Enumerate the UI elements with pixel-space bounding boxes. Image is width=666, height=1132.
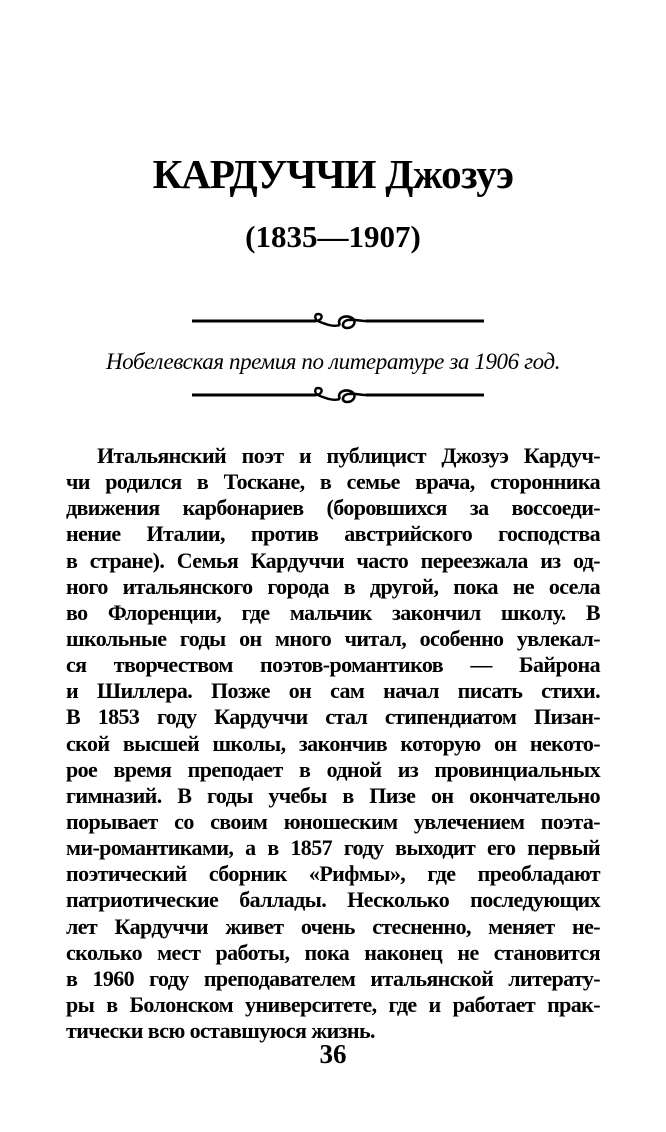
text-line: ской высшей школы, закончив которую он некото- (66, 730, 600, 756)
text-line: движения карбонариев (боровшихся за воссоеди- (66, 495, 600, 521)
text-line: Итальянский поэт и публицист Джозуэ Кардуч- (97, 443, 600, 468)
author-life-years: (1835—1907) (245, 219, 421, 254)
scroll-flourish-icon (190, 308, 486, 334)
text-line: сколько мест работы, пока наконец не становится (66, 939, 600, 965)
text-line: гимназий. В годы учебы в Пизе он окончательно (66, 782, 600, 808)
text-line: во Флоренции, где мальчик закончил школу. В (66, 599, 600, 625)
text-line: тически всю оставшуюся жизнь. (66, 1018, 375, 1044)
text-line: в 1960 году преподавателем итальянской литерату- (66, 965, 600, 991)
text-line: ся творчеством поэтов-романтиков — Байрона (66, 652, 600, 678)
chapter-title (0, 150, 666, 198)
text-line: ми-романтиками, а в 1857 году выходит его первый (66, 835, 600, 861)
text-line: порывает со своим юношеским увлечением поэта- (66, 808, 600, 834)
text-line: в стране). Семья Кардуччи часто переезжала из од- (66, 547, 600, 573)
text-line: школьные годы он много читал, особенно увлекал- (66, 625, 600, 651)
text-line: и Шиллера. Позже он сам начал писать стихи. (66, 678, 600, 704)
text-line: ры в Болонском университете, где и работает прак- (66, 991, 600, 1017)
biography-paragraph (66, 443, 600, 1044)
text-line: лет Кардуччи живет очень стесненно, меняет не- (66, 913, 600, 939)
text-line: чи родился в Тоскане, в семье врача, сторонника (66, 469, 600, 495)
author-given-name: Джозуэ (385, 151, 514, 197)
text-line: нение Италии, против австрийского господства (66, 521, 600, 547)
text-line: поэтический сборник «Рифмы», где преобладают (66, 861, 600, 887)
page-number: 36 (319, 1039, 347, 1069)
text-line: В 1853 году Кардуччи стал стипендиатом Пизан- (66, 704, 600, 730)
scroll-flourish-icon (190, 382, 486, 408)
nobel-prize-caption: Нобелевская премия по литературе за 1906 год. (105, 349, 561, 374)
text-line: патриотические баллады. Несколько последующих (66, 887, 600, 913)
text-line: ного итальянского города в другой, пока не осела (66, 573, 600, 599)
text-line: рое время преподает в одной из провинциальных (66, 756, 600, 782)
author-surname: КАРДУЧЧИ (152, 151, 376, 197)
